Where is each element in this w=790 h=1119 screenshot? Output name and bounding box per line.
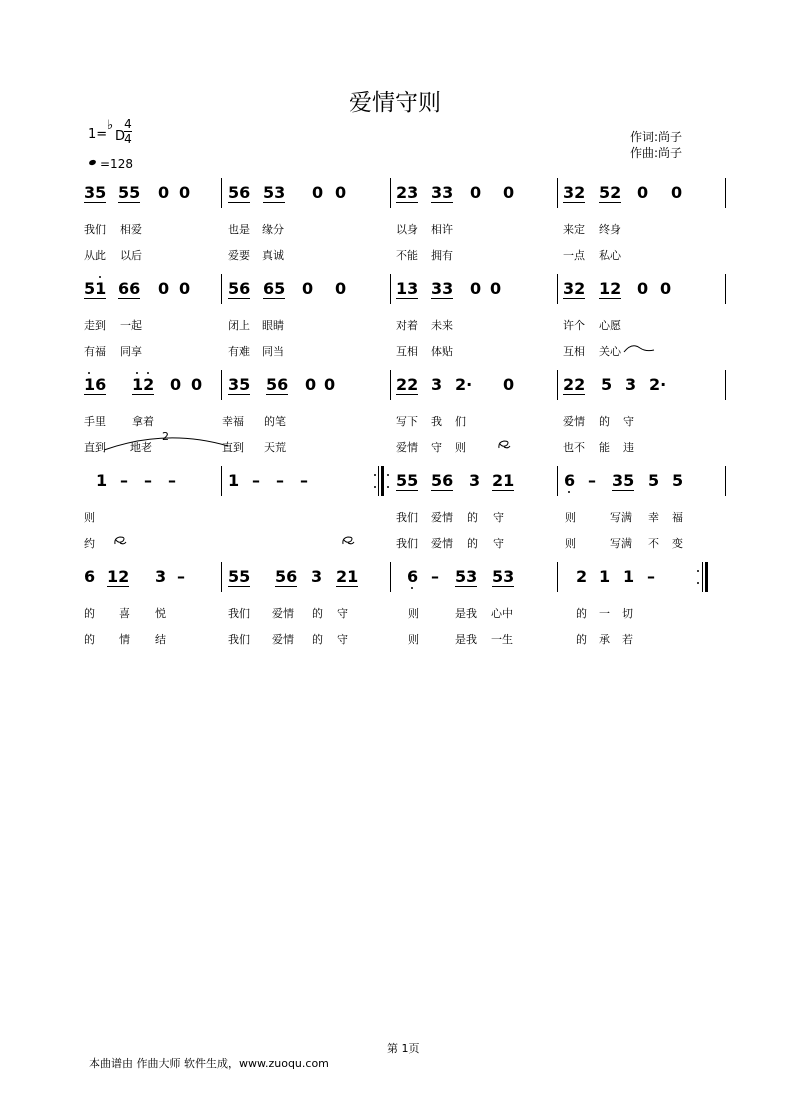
note-group: 35 <box>228 375 251 394</box>
note: 0 <box>503 375 515 394</box>
lyric: 同当 <box>262 345 284 358</box>
note-group: 16 <box>84 375 107 394</box>
lyric: 一生 <box>491 633 513 646</box>
lyric: 则 <box>408 633 419 646</box>
repeat-dot <box>387 486 389 488</box>
bar-line <box>390 562 391 592</box>
underline <box>84 394 106 395</box>
lyric: 互相 <box>563 345 585 358</box>
note-group: 12 <box>107 567 130 586</box>
underline <box>396 202 418 203</box>
bar-line <box>557 370 558 400</box>
composer-credit: 作曲:尚子 <box>630 146 683 160</box>
time-signature <box>124 118 132 145</box>
lyric: 地老 <box>130 441 152 454</box>
lyric: 悦 <box>155 607 166 620</box>
lyric: 拥有 <box>431 249 453 262</box>
lyric: 能 <box>599 441 610 454</box>
repeat-dot <box>374 474 376 476</box>
note: 6 <box>407 567 419 586</box>
bar-line <box>725 466 726 496</box>
octave-dot <box>136 372 138 374</box>
lyric: 我 <box>431 415 442 428</box>
lyric: 天荒 <box>264 441 286 454</box>
time-signature-top: 4 <box>124 117 132 131</box>
note: 2 <box>576 567 588 586</box>
note-group: 22 <box>563 375 586 394</box>
breath-mark-icon <box>340 534 356 546</box>
note-group: 53 <box>455 567 478 586</box>
lyric: 写满 <box>610 511 632 524</box>
lyric: 守 <box>493 511 504 524</box>
lyric: 违 <box>623 441 634 454</box>
repeat-dot <box>387 474 389 476</box>
lyric: 有福 <box>84 345 106 358</box>
note: 0 <box>179 183 191 202</box>
note: 1 <box>96 471 108 490</box>
lyric: 写满 <box>610 537 632 550</box>
lyric: 手里 <box>84 415 106 428</box>
lyric: 相许 <box>431 223 453 236</box>
note-group: 35 <box>612 471 635 490</box>
note: 0 <box>335 279 347 298</box>
lyric: 情 <box>119 633 130 646</box>
note: 0 <box>158 279 170 298</box>
lyric: 私心 <box>599 249 621 262</box>
dash: – <box>177 567 185 586</box>
bar-line <box>390 370 391 400</box>
underline <box>263 298 285 299</box>
bar-line <box>725 178 726 208</box>
dash: – <box>588 471 596 490</box>
dash: – <box>144 471 152 490</box>
repeat-dot <box>697 582 699 584</box>
low-octave-dot <box>568 491 570 493</box>
note-group: 56 <box>228 279 251 298</box>
underline <box>431 298 453 299</box>
lyric: 一 <box>599 607 610 620</box>
note-group: 65 <box>263 279 286 298</box>
dash: – <box>168 471 176 490</box>
lyric: 关心 <box>599 345 621 358</box>
note: 1 <box>599 567 611 586</box>
lyric: 互相 <box>396 345 418 358</box>
underline <box>455 586 477 587</box>
note: 0 <box>470 183 482 202</box>
bar-line <box>557 466 558 496</box>
lyric: 终身 <box>599 223 621 236</box>
underline <box>132 394 154 395</box>
underline <box>228 586 250 587</box>
lyric: 我们 <box>228 607 250 620</box>
lyric: 则 <box>84 511 95 524</box>
underline <box>612 490 634 491</box>
note-group: 55 <box>228 567 251 586</box>
lyric: 承 <box>599 633 610 646</box>
note-group: 12 <box>132 375 155 394</box>
lyric: 真诚 <box>262 249 284 262</box>
lyric: 的 <box>312 607 323 620</box>
note-group: 52 <box>599 183 622 202</box>
note: 0 <box>324 375 336 394</box>
low-octave-dot <box>411 587 413 589</box>
key-signature-prefix: 1= <box>88 127 108 142</box>
repeat-bar-thick <box>705 562 708 592</box>
note: 1 <box>228 471 240 490</box>
note-group: 21 <box>336 567 359 586</box>
note: 5 <box>648 471 660 490</box>
underline <box>431 490 453 491</box>
repeat-bar-thin <box>702 562 703 592</box>
note-group: 21 <box>492 471 515 490</box>
lyric: 若 <box>622 633 633 646</box>
key-letter: D <box>115 129 126 144</box>
octave-dot <box>88 372 90 374</box>
lyric: 则 <box>408 607 419 620</box>
note: 0 <box>179 279 191 298</box>
breath-mark-icon <box>496 438 512 450</box>
lyric: 的 <box>576 607 587 620</box>
note: 0 <box>637 279 649 298</box>
lyric: 喜 <box>119 607 130 620</box>
repeat-dot <box>697 570 699 572</box>
lyric: 则 <box>455 441 466 454</box>
underline <box>228 202 250 203</box>
song-title: 爱情守则 <box>349 90 441 116</box>
note-group: 55 <box>118 183 141 202</box>
note: 0 <box>490 279 502 298</box>
lyric: 一起 <box>120 319 142 332</box>
lyric: 从此 <box>84 249 106 262</box>
lyric: 是我 <box>455 633 477 646</box>
note-group: 13 <box>396 279 419 298</box>
note: 0 <box>305 375 317 394</box>
note: 0 <box>170 375 182 394</box>
page-number: 第 1页 <box>387 1042 420 1055</box>
bar-line <box>725 370 726 400</box>
note-group: 12 <box>599 279 622 298</box>
lyric: 以身 <box>396 223 418 236</box>
lyric: 心愿 <box>599 319 621 332</box>
underline <box>563 202 585 203</box>
lyric: 爱情 <box>272 633 294 646</box>
note: 3 <box>155 567 167 586</box>
note-group: 33 <box>431 183 454 202</box>
underline <box>396 490 418 491</box>
lyric: 福 <box>672 511 683 524</box>
note: 0 <box>302 279 314 298</box>
lyric: 的 <box>84 607 95 620</box>
flat-sign: ♭ <box>107 118 114 133</box>
note: 0 <box>637 183 649 202</box>
note: 0 <box>671 183 683 202</box>
note-group: 22 <box>396 375 419 394</box>
lyric: 直到 <box>222 441 244 454</box>
dash: – <box>300 471 308 490</box>
dash: – <box>252 471 260 490</box>
underline <box>563 298 585 299</box>
lyric: 们 <box>455 415 466 428</box>
lyric: 我们 <box>228 633 250 646</box>
underline <box>563 394 585 395</box>
lyric: 我们 <box>84 223 106 236</box>
lyric: 我们 <box>396 511 418 524</box>
underline <box>266 394 288 395</box>
lyric: 体贴 <box>431 345 453 358</box>
underline <box>431 202 453 203</box>
bar-line <box>221 562 222 592</box>
note: 3 <box>431 375 443 394</box>
underline <box>492 490 514 491</box>
underline <box>599 202 621 203</box>
note: 3 <box>625 375 637 394</box>
note: 6 <box>564 471 576 490</box>
bar-line <box>221 466 222 496</box>
lyric: 的 <box>84 633 95 646</box>
lyric: 爱情 <box>431 537 453 550</box>
underline <box>107 586 129 587</box>
lyric: 走到 <box>84 319 106 332</box>
underline <box>396 298 418 299</box>
lyric: 相爱 <box>120 223 142 236</box>
lyric: 的 <box>312 633 323 646</box>
lyric: 写下 <box>396 415 418 428</box>
lyric: 拿着 <box>132 415 154 428</box>
note: 0 <box>158 183 170 202</box>
note-group: 32 <box>563 279 586 298</box>
lyric: 眼睛 <box>262 319 284 332</box>
underline <box>228 298 250 299</box>
underline <box>492 586 514 587</box>
lyric: 是我 <box>455 607 477 620</box>
bar-line <box>725 274 726 304</box>
note: 0 <box>312 183 324 202</box>
lyric: 守 <box>431 441 442 454</box>
note: 0 <box>470 279 482 298</box>
underline <box>228 394 250 395</box>
note-group: 51 <box>84 279 107 298</box>
lyric: 爱情 <box>272 607 294 620</box>
note: 0 <box>660 279 672 298</box>
note: 2· <box>455 375 473 394</box>
note-group: 33 <box>431 279 454 298</box>
bar-line <box>557 274 558 304</box>
note: 6 <box>84 567 96 586</box>
lyric: 守 <box>337 633 348 646</box>
lyric: 守 <box>493 537 504 550</box>
bar-line <box>557 178 558 208</box>
note-group: 56 <box>431 471 454 490</box>
lyric: 幸 <box>648 511 659 524</box>
note-group: 32 <box>563 183 586 202</box>
lyric: 爱要 <box>228 249 250 262</box>
lyric: 的 <box>576 633 587 646</box>
dash: – <box>276 471 284 490</box>
note-group: 53 <box>263 183 286 202</box>
footer-credit: 本曲谱由 作曲大师 软件生成，www.zuoqu.com <box>89 1057 329 1070</box>
lyric: 的 <box>467 537 478 550</box>
lyric: 我们 <box>396 537 418 550</box>
tempo-marking: =128 <box>100 157 133 171</box>
lyric: 切 <box>622 607 633 620</box>
lyric: 守 <box>337 607 348 620</box>
underline <box>118 202 140 203</box>
bar-line <box>390 178 391 208</box>
note: 0 <box>191 375 203 394</box>
repeat-bar-thin <box>378 466 379 496</box>
note-group: 35 <box>84 183 107 202</box>
lyric: 守 <box>623 415 634 428</box>
bar-line <box>221 370 222 400</box>
lyric: 也是 <box>228 223 250 236</box>
lyric: 的 <box>467 511 478 524</box>
lyric: 不能 <box>396 249 418 262</box>
lyricist-credit: 作词:尚子 <box>630 130 683 144</box>
note-group: 53 <box>492 567 515 586</box>
lyric: 以后 <box>120 249 142 262</box>
underline <box>84 202 106 203</box>
note: 1 <box>623 567 635 586</box>
underline <box>263 202 285 203</box>
lyric: 爱情 <box>396 441 418 454</box>
underline <box>84 298 106 299</box>
lyric: 许个 <box>563 319 585 332</box>
lyric: 一点 <box>563 249 585 262</box>
octave-dot <box>99 276 101 278</box>
note-group: 66 <box>118 279 141 298</box>
underline <box>118 298 140 299</box>
quarter-note-icon <box>88 159 96 166</box>
bar-line <box>221 274 222 304</box>
note-group: 23 <box>396 183 419 202</box>
repeat-bar-thick <box>381 466 384 496</box>
dash: – <box>431 567 439 586</box>
lyric: 的 <box>599 415 610 428</box>
repeat-dot <box>374 486 376 488</box>
underline <box>336 586 358 587</box>
lyric: 闭上 <box>228 319 250 332</box>
lyric: 对着 <box>396 319 418 332</box>
lyric: 幸福 <box>222 415 244 428</box>
slur-mark: 2 <box>162 430 169 443</box>
underline <box>275 586 297 587</box>
lyric: 结 <box>155 633 166 646</box>
bar-line <box>221 178 222 208</box>
octave-dot <box>147 372 149 374</box>
lyric: 直到 <box>84 441 106 454</box>
lyric: 同享 <box>120 345 142 358</box>
lyric: 的笔 <box>264 415 286 428</box>
dash: – <box>120 471 128 490</box>
lyric: 也不 <box>563 441 585 454</box>
bar-line <box>557 562 558 592</box>
note-group: 56 <box>228 183 251 202</box>
note: 2· <box>649 375 667 394</box>
time-signature-bottom: 4 <box>124 132 132 146</box>
lyric: 有难 <box>228 345 250 358</box>
lyric: 来定 <box>563 223 585 236</box>
note: 0 <box>335 183 347 202</box>
note-group: 56 <box>266 375 289 394</box>
lyric: 爱情 <box>431 511 453 524</box>
lyric: 爱情 <box>563 415 585 428</box>
note-group: 55 <box>396 471 419 490</box>
dash: – <box>647 567 655 586</box>
lyric: 缘分 <box>262 223 284 236</box>
bar-line <box>390 274 391 304</box>
note: 5 <box>601 375 613 394</box>
lyric: 不 <box>648 537 659 550</box>
lyric: 约 <box>84 537 95 550</box>
lyric: 则 <box>565 511 576 524</box>
underline <box>396 394 418 395</box>
lyric: 未来 <box>431 319 453 332</box>
note: 3 <box>311 567 323 586</box>
underline <box>599 298 621 299</box>
lyric: 心中 <box>491 607 513 620</box>
note: 0 <box>503 183 515 202</box>
breath-mark-icon <box>112 534 128 546</box>
note: 5 <box>672 471 684 490</box>
lyric: 则 <box>565 537 576 550</box>
lyric: 变 <box>672 537 683 550</box>
note: 3 <box>469 471 481 490</box>
note-group: 56 <box>275 567 298 586</box>
breath-mark-icon <box>622 340 656 354</box>
